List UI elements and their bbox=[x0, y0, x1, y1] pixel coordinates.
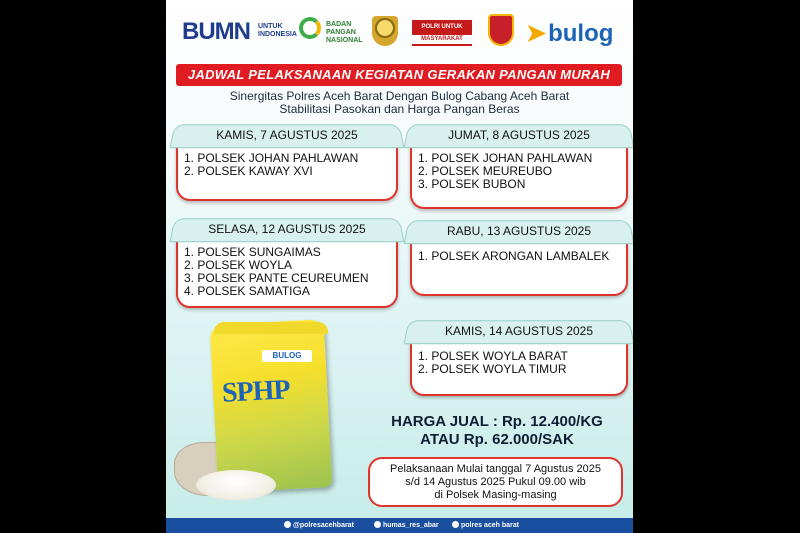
polres-shield-icon bbox=[488, 14, 514, 46]
bpn-label: BADAN PANGAN NASIONAL bbox=[326, 21, 363, 44]
page-title: JADWAL PELAKSANAAN KEGIATAN GERAKAN PANGAN MURAH bbox=[176, 64, 622, 86]
polsek-list bbox=[418, 350, 568, 376]
bulog-wordmark: bulog bbox=[548, 20, 614, 47]
list-item: 3. POLSEK PANTE CEUREUMEN bbox=[184, 271, 369, 285]
polsek-list bbox=[418, 152, 592, 191]
tiktok-handle bbox=[374, 518, 439, 533]
subtitle-line-2: Stabilitasi Pasokan dan Harga Pangan Beras bbox=[279, 102, 520, 116]
note-line-2: s/d 14 Agustus 2025 Pukul 09.00 wib bbox=[405, 476, 586, 488]
bag-bulog-label: BULOG bbox=[262, 350, 312, 362]
poster bbox=[166, 0, 633, 533]
list-item: 4. POLSEK SAMATIGA bbox=[184, 284, 310, 298]
rice-pile-image bbox=[196, 470, 276, 500]
facebook-label: polres aceh barat bbox=[461, 522, 519, 529]
bag-product-name: SPHP bbox=[221, 374, 291, 409]
list-item: 1. POLSEK SUNGAIMAS bbox=[184, 245, 321, 259]
polri-label-top: POLRI UNTUK bbox=[421, 24, 463, 30]
tiktok-icon bbox=[374, 521, 381, 528]
tiktok-label: humas_res_abar bbox=[383, 522, 439, 529]
polsek-list bbox=[184, 152, 358, 178]
list-item: 2. POLSEK KAWAY XVI bbox=[184, 164, 313, 178]
instagram-label: @polresacehbarat bbox=[293, 522, 354, 529]
list-item: 1. POLSEK ARONGAN LAMBALEK bbox=[418, 249, 610, 263]
social-footer bbox=[166, 518, 633, 533]
instagram-icon bbox=[284, 521, 291, 528]
schedule-day: SELASA, 12 AGUSTUS 2025 bbox=[208, 222, 366, 236]
bulog-logo: ➤bulog bbox=[526, 20, 614, 47]
instagram-handle bbox=[284, 518, 354, 533]
list-item: 1. POLSEK JOHAN PAHLAWAN bbox=[184, 151, 359, 165]
polri-emblem-icon bbox=[372, 16, 398, 46]
bumn-tagline: UNTUK INDONESIA bbox=[258, 23, 297, 38]
schedule-card bbox=[410, 224, 628, 296]
schedule-card bbox=[410, 324, 628, 396]
schedule-card bbox=[176, 128, 398, 201]
list-item: 1. POLSEK JOHAN PAHLAWAN bbox=[418, 151, 593, 165]
schedule-day: KAMIS, 14 AGUSTUS 2025 bbox=[444, 324, 594, 338]
bumn-logo: BUMN bbox=[182, 18, 250, 45]
schedule-card bbox=[176, 222, 398, 308]
facebook-handle bbox=[452, 518, 519, 533]
logo-bar bbox=[166, 8, 633, 54]
list-item: 2. POLSEK WOYLA bbox=[184, 258, 293, 272]
polsek-list bbox=[184, 246, 369, 298]
subtitle-line-1: Sinergitas Polres Aceh Barat Dengan Bulog Cabang Aceh Barat bbox=[229, 89, 570, 103]
schedule-day: JUMAT, 8 AGUSTUS 2025 bbox=[448, 128, 590, 142]
polri-label-bottom: MASYARAKAT bbox=[412, 35, 472, 44]
note-line-3: di Polsek Masing-masing bbox=[434, 489, 557, 501]
list-item: 2. POLSEK WOYLA TIMUR bbox=[418, 362, 567, 376]
polsek-list bbox=[418, 250, 609, 263]
list-item: 3. POLSEK BUBON bbox=[418, 177, 526, 191]
note-line-1: Pelaksanaan Mulai tanggal 7 Agustus 2025 bbox=[390, 463, 601, 475]
rice-bag-seal bbox=[214, 322, 328, 334]
facebook-icon bbox=[452, 521, 459, 528]
list-item: 1. POLSEK WOYLA BARAT bbox=[418, 349, 568, 363]
price-per-kg: HARGA JUAL : Rp. 12.400/KG bbox=[391, 413, 603, 430]
subtitle bbox=[166, 90, 633, 116]
polri-logo bbox=[412, 20, 472, 46]
schedule-card bbox=[410, 128, 628, 209]
price-per-sack: ATAU Rp. 62.000/SAK bbox=[420, 431, 574, 448]
bpn-logo-icon bbox=[299, 17, 321, 39]
list-item: 2. POLSEK MEUREUBO bbox=[418, 164, 553, 178]
price-block bbox=[372, 413, 622, 449]
schedule-day: KAMIS, 7 AGUSTUS 2025 bbox=[216, 128, 358, 142]
schedule-day: RABU, 13 AGUSTUS 2025 bbox=[446, 224, 592, 238]
schedule-note bbox=[368, 457, 623, 507]
